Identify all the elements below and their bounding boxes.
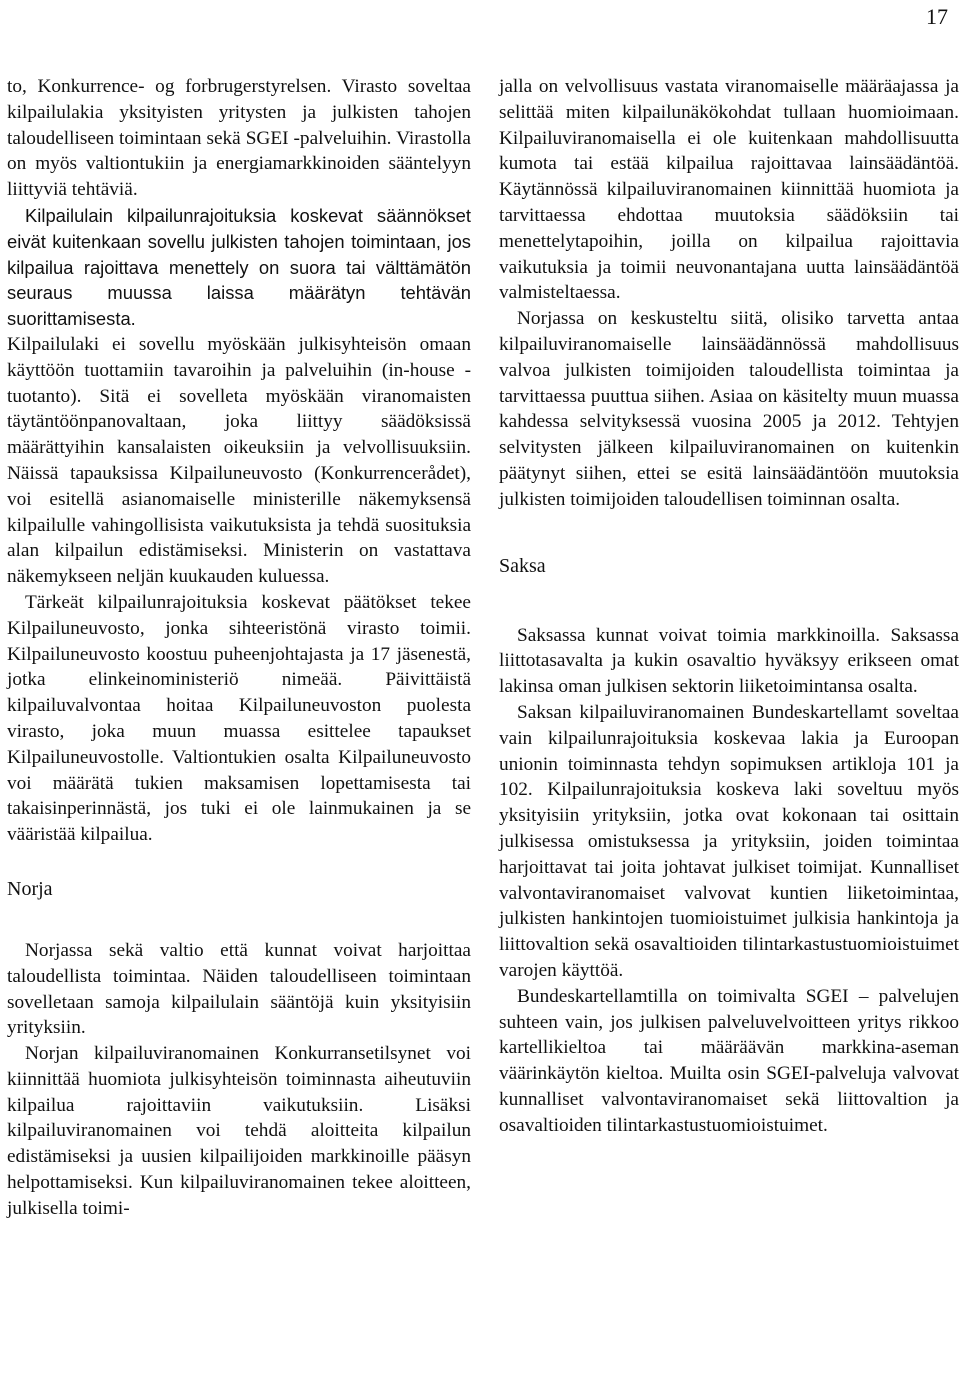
page-number: 17 [926, 4, 948, 29]
paragraph-sgei-toimivalta: Bundeskartellamtilla on toimivalta SGEI – palvelujen suhteen vain, jos julkisen palveluvelvoitteen yritys rikkoo kartellikieltoa tai määräävän markkina-aseman väärinkäytön kieltoa. Muilta osin SGEI-palveluja valvovat kunnalliset valvontaviranomaiset sekä liittovaltion ja osavaltioiden tilintarkastustuomioistuimet. [499, 985, 959, 1136]
right-column [499, 74, 959, 1138]
paragraph-saksa-kunnat: Saksassa kunnat voivat toimia markkinoilla. Saksassa liittotasavalta ja kukin osavaltio hyväksyy erikseen omat lakinsa oman julkisen sektorin liiketoimintansa osalta. [499, 624, 959, 698]
left-column [7, 74, 471, 1222]
heading-saksa: Saksa [499, 554, 546, 577]
paragraph-norja-toiminta: Norjassa sekä valtio että kunnat voivat harjoittaa taloudellista toimintaa. Näiden taloudelliseen toimintaan sovelletaan samoja kilpailulain sääntöjä kuin yksityisiin yrityksiin. [7, 939, 471, 1039]
paragraph-konkurransetilsynet: Norjan kilpailuviranomainen Konkurransetilsynet voi kiinnittää huomiota julkisyhteisön toiminnasta aiheutuviin kilpailua rajoittaviin vaikutuksiin. Lisäksi kilpailuviranomainen voi tehdä aloitteita kilpailun edistämiseksi ja uusien kilpailijoiden markkinoille pääsyn helpottamiseksi. Kun kilpailuviranomainen tekee aloitteen, julkisella toimi- [7, 1043, 471, 1219]
heading-norja: Norja [7, 877, 53, 900]
paragraph-kilpailulain-saannokset: Kilpailulain kilpailunrajoituksia koskevat säännökset eivät kuitenkaan sovellu julkisten tahojen toimintaan, jos kilpailua rajoittava menettely on suora tai välttämätön seuraus muussa laissa määrätyn tehtävän suorittamisesta. [7, 204, 471, 330]
paragraph-bundeskartellamt: Saksan kilpailuviranomainen Bundeskartellamt soveltaa vain kilpailunrajoituksia koskevaa lakia ja Euroopan unionin toiminnasta tehdyn sopimuksen artikloja 101 ja 102. Kilpailunrajoituksia koskeva laki soveltuu myös yksityisiin yrityksiin, jotka ovat kokonaan tai osittain julkisessa omistuksessa ja yrityksiin, joiden toimintaa harjoittavat tai joita johtavat julkiset toimijat. Kunnalliset valvontaviranomaiset valvovat kuntien liiketoimintaa, julkisten hankintojen tuomioistuimet julkisia hankintoja ja liittovaltion sekä osavaltioiden tilintarkastustuomioistuimet varojen käyttöä. [499, 701, 959, 981]
paragraph-velvollisuus: jalla on velvollisuus vastata viranomaiselle määräajassa ja selittää miten kilpailunäkökohdat tullaan huomioimaan. Kilpailuviranomaisella ei ole kuitenkaan mahdollisuutta kumota tai estää kilpailua rajoittavaa lainsäädäntöä. Käytännössä kilpailuviranomainen kiinnittää huomiota ja tarvittaessa ehdottaa muutoksia säädöksiin tai menettelytapoihin, joilla on kilpailua rajoittavia vaikutuksia ja toimii neuvonantajana uutta lainsäädäntöä valmisteltaessa. [499, 76, 959, 304]
paragraph-konkurrence: to, Konkurrence- og forbrugerstyrelsen. Virasto soveltaa kilpailulakia yksityisten yritysten ja julkisten tahojen taloudelliseen toimintaan sekä SGEI -palveluihin. Virastolla on myös valtiontukiin ja energiamarkkinoiden sääntelyyn liittyviä tehtäviä. [7, 76, 471, 201]
paragraph-norja-keskustelu: Norjassa on keskusteltu siitä, olisiko tarvetta antaa kilpailuviranomaiselle lainsäädännössä mahdollisuus valvoa julkisten toimijoiden taloudellista toimintaa ja tarvittaessa puuttua siihen. Asiaa on käsitelty muun muassa kahdessa selvityksessä vuosina 2005 ja 2012. Tehtyjen selvitysten jälkeen kilpailuviranomainen on kuitenkin päätynyt siihen, ettei se esitä lainsäädäntöön muutoksia julkisten toimijoiden taloudellisen toiminnan osalta. [499, 308, 959, 510]
paragraph-in-house: Kilpailulaki ei sovellu myöskään julkisyhteisön omaan käyttöön tuottamiin tavaroihin ja palveluihin (in-house -tuotanto). Sitä ei sovelleta myöskään viranomaisten täytäntöönpanovaltaan, joka liittyy säädöksissä määrättyihin kansalaisten oikeuksiin ja velvollisuuksiin. Näissä tapauksissa Kilpailuneuvosto (Konkurrencerådet), voi esitellä asianomaiselle ministerille näkemyksensä kilpailulle vahingollisista vaikutuksista ja tehdä suosituksia alan kilpailun edistämiseksi. Ministerin on vastattava näkemykseen neljän kuukauden kuluessa. [7, 333, 471, 588]
paragraph-kilpailuneuvosto: Tärkeät kilpailunrajoituksia koskevat päätökset tekee Kilpailuneuvosto, jonka sihteeristönä virasto toimii. Kilpailuneuvosto koostuu puheenjohtajasta ja 17 jäsenestä, jotka elinkeinoministeriö nimeää. Päivittäistä kilpailuvalvontaa hoitaa Kilpailuneuvoston puolesta virasto, joka muun muassa esittelee tapaukset Kilpailuneuvostolle. Valtiontukien osalta Kilpailuneuvosto voi määrätä tukien maksamisen lopettamisesta tai takaisinperinnästä, jos tuki ei ole lainmukainen ja se vääristää kilpailua. [7, 591, 471, 846]
